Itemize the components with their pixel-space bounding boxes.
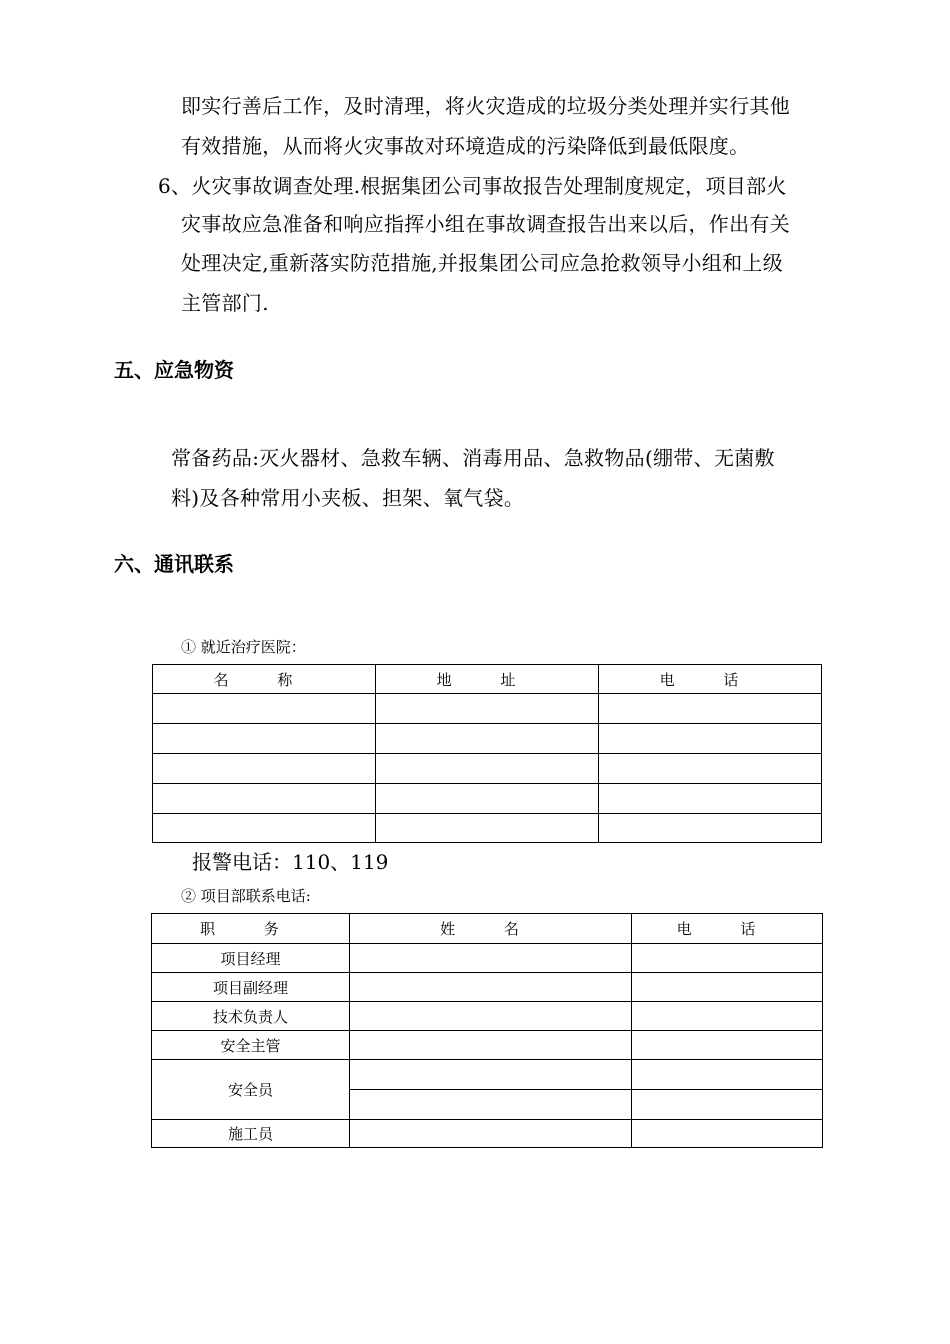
header-name: 名 称 [213,670,315,689]
item-6-line: 处理决定,重新落实防范措施,并报集团公司应急抢救领导小组和上级 [181,251,784,275]
table-row [152,1002,823,1031]
hospital-table-caption: ① 就近治疗医院： [181,638,306,656]
hospital-table [152,664,822,843]
table-cell[interactable] [153,754,376,784]
section-5-title: 五、应急物资 [114,358,234,382]
table-header-row [153,665,822,694]
table-cell[interactable] [599,754,822,784]
role-cell: 安全员 [152,1060,350,1120]
item-6-line: 灾事故应急准备和响应指挥小组在事故调查报告出来以后，作出有关 [181,212,790,236]
phone-cell[interactable] [632,944,823,973]
project-contact-table [151,913,823,1148]
phone-cell[interactable] [632,1090,823,1120]
column-header [376,665,599,694]
header-phone: 电 话 [659,670,761,689]
item-6-line: 6、火灾事故调查处理.根据集团公司事故报告处理制度规定，项目部火 [158,174,787,198]
table-header-row [152,914,823,944]
role-cell: 技术负责人 [152,1002,350,1031]
name-cell[interactable] [350,1120,632,1148]
table-row [153,814,822,843]
table-cell[interactable] [599,724,822,754]
table-row [152,1060,823,1090]
phone-cell[interactable] [632,1031,823,1060]
phone-cell[interactable] [632,1060,823,1090]
table-cell[interactable] [599,814,822,843]
header-position: 职 务 [200,920,301,938]
table-row [153,694,822,724]
column-header [632,914,823,944]
table-cell[interactable] [599,694,822,724]
table-cell[interactable] [599,784,822,814]
table-cell[interactable] [153,724,376,754]
column-header [153,665,376,694]
table-cell[interactable] [376,694,599,724]
alarm-phone: 报警电话：110、119 [192,850,389,874]
name-cell[interactable] [350,973,632,1002]
phone-cell[interactable] [632,1002,823,1031]
table-row [153,754,822,784]
role-cell: 项目经理 [152,944,350,973]
name-cell[interactable] [350,1090,632,1120]
name-cell[interactable] [350,1002,632,1031]
supplies-line: 料)及各种常用小夹板、担架、氧气袋。 [171,486,525,510]
phone-cell[interactable] [632,973,823,1002]
table-cell[interactable] [153,784,376,814]
table-row [153,724,822,754]
table-cell[interactable] [376,754,599,784]
phone-cell[interactable] [632,1120,823,1148]
table-cell[interactable] [153,694,376,724]
table-row [153,784,822,814]
role-cell: 安全主管 [152,1031,350,1060]
table-cell[interactable] [376,784,599,814]
header-address: 地 址 [436,670,538,689]
table-row [152,973,823,1002]
supplies-line: 常备药品:灭火器材、急救车辆、消毒用品、急救物品(绷带、无菌敷 [171,446,775,470]
name-cell[interactable] [350,1031,632,1060]
table-row [152,1031,823,1060]
name-cell[interactable] [350,944,632,973]
paragraph-line: 即实行善后工作，及时清理，将火灾造成的垃圾分类处理并实行其他 [181,94,790,118]
paragraph-line: 有效措施，从而将火灾事故对环境造成的污染降低到最低限度。 [181,134,750,158]
role-cell: 施工员 [152,1120,350,1148]
column-header [350,914,632,944]
column-header [599,665,822,694]
table-cell[interactable] [376,814,599,843]
item-6-line: 主管部门. [181,291,269,315]
table-cell[interactable] [153,814,376,843]
project-table-caption: ② 项目部联系电话: [181,887,311,905]
header-name: 姓 名 [440,920,541,938]
name-cell[interactable] [350,1060,632,1090]
table-row [152,944,823,973]
table-row [152,1120,823,1148]
table-cell[interactable] [376,724,599,754]
column-header [152,914,350,944]
role-cell: 项目副经理 [152,973,350,1002]
header-phone: 电 话 [676,920,778,938]
section-6-title: 六、通讯联系 [114,552,234,576]
